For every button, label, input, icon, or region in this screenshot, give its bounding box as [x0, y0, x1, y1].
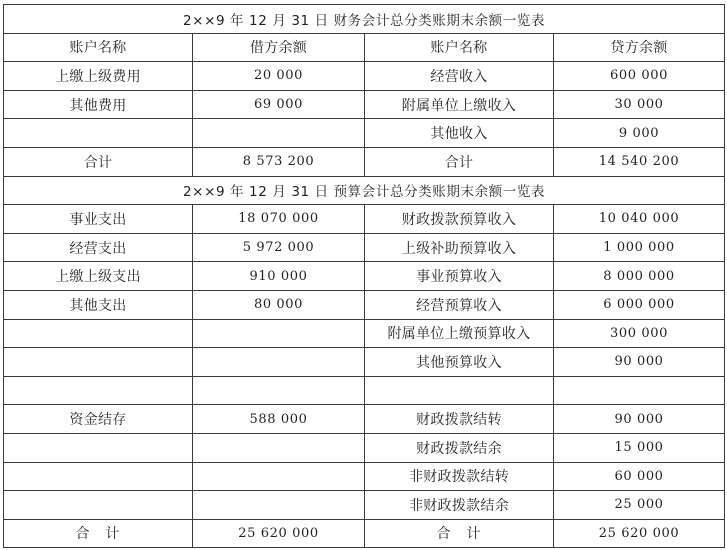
- credit-account-cell: 非财政拨款结转: [365, 462, 554, 491]
- table-row: [4, 348, 725, 377]
- ledger-balance-table: [3, 4, 725, 548]
- section2-title: 2××9 年 12 月 31 日 预算会计总分类账期末余额一览表: [4, 176, 725, 205]
- debit-amount-cell: 80 000: [193, 290, 365, 319]
- total-credit-cell: 25 620 000: [554, 519, 725, 548]
- debit-amount-cell: 69 000: [193, 90, 365, 119]
- table-row: [4, 491, 725, 520]
- section2-title-row: [4, 176, 725, 205]
- debit-account-cell: 资金结存: [4, 405, 193, 434]
- debit-amount-cell: [193, 491, 365, 520]
- table-row: [4, 433, 725, 462]
- credit-account-cell: 附属单位上缴预算收入: [365, 319, 554, 348]
- debit-account-cell: [4, 348, 193, 377]
- debit-account-cell: 其他费用: [4, 90, 193, 119]
- table-row: [4, 290, 725, 319]
- table-row: [4, 205, 725, 234]
- credit-amount-cell: 9 000: [554, 119, 725, 148]
- table-row: [4, 462, 725, 491]
- credit-amount-cell: 25 000: [554, 491, 725, 520]
- header-account-name: 账户名称: [4, 33, 193, 62]
- total-debit-cell: 25 620 000: [193, 519, 365, 548]
- section1-title-row: [4, 5, 725, 34]
- credit-amount-cell: 8 000 000: [554, 262, 725, 291]
- debit-amount-cell: [193, 376, 365, 405]
- credit-account-cell: 财政拨款预算收入: [365, 205, 554, 234]
- debit-amount-cell: [193, 319, 365, 348]
- debit-account-cell: [4, 376, 193, 405]
- section2-total-row: [4, 519, 725, 548]
- credit-amount-cell: 90 000: [554, 348, 725, 377]
- credit-amount-cell: 600 000: [554, 62, 725, 91]
- table-row: [4, 119, 725, 148]
- debit-amount-cell: 20 000: [193, 62, 365, 91]
- total-label-cell: 合计: [365, 147, 554, 176]
- debit-account-cell: 事业支出: [4, 205, 193, 234]
- total-label-cell: 合 计: [365, 519, 554, 548]
- debit-amount-cell: [193, 348, 365, 377]
- credit-account-cell: 上级补助预算收入: [365, 233, 554, 262]
- section1-title: 2××9 年 12 月 31 日 财务会计总分类账期末余额一览表: [4, 5, 725, 34]
- debit-account-cell: [4, 462, 193, 491]
- debit-account-cell: 上缴上级支出: [4, 262, 193, 291]
- credit-amount-cell: 10 040 000: [554, 205, 725, 234]
- header-debit-balance: 借方余额: [193, 33, 365, 62]
- header-account-name: 账户名称: [365, 33, 554, 62]
- credit-amount-cell: 6 000 000: [554, 290, 725, 319]
- debit-account-cell: [4, 433, 193, 462]
- credit-account-cell: 事业预算收入: [365, 262, 554, 291]
- debit-amount-cell: 5 972 000: [193, 233, 365, 262]
- credit-amount-cell: 90 000: [554, 405, 725, 434]
- debit-amount-cell: 588 000: [193, 405, 365, 434]
- debit-account-cell: 经营支出: [4, 233, 193, 262]
- table-row: [4, 62, 725, 91]
- table-row: [4, 90, 725, 119]
- debit-amount-cell: 18 070 000: [193, 205, 365, 234]
- credit-account-cell: [365, 376, 554, 405]
- table-row: [4, 262, 725, 291]
- credit-amount-cell: 1 000 000: [554, 233, 725, 262]
- debit-amount-cell: [193, 462, 365, 491]
- credit-amount-cell: 300 000: [554, 319, 725, 348]
- table-row: [4, 376, 725, 405]
- debit-amount-cell: [193, 119, 365, 148]
- credit-amount-cell: 60 000: [554, 462, 725, 491]
- total-credit-cell: 14 540 200: [554, 147, 725, 176]
- debit-amount-cell: [193, 433, 365, 462]
- credit-account-cell: 其他预算收入: [365, 348, 554, 377]
- debit-amount-cell: 910 000: [193, 262, 365, 291]
- credit-amount-cell: [554, 376, 725, 405]
- debit-account-cell: [4, 119, 193, 148]
- header-row: [4, 33, 725, 62]
- total-debit-cell: 8 573 200: [193, 147, 365, 176]
- total-label-cell: 合计: [4, 147, 193, 176]
- credit-account-cell: 经营收入: [365, 62, 554, 91]
- credit-amount-cell: 30 000: [554, 90, 725, 119]
- credit-account-cell: 附属单位上缴收入: [365, 90, 554, 119]
- debit-account-cell: 上缴上级费用: [4, 62, 193, 91]
- header-credit-balance: 贷方余额: [554, 33, 725, 62]
- credit-account-cell: 财政拨款结转: [365, 405, 554, 434]
- credit-amount-cell: 15 000: [554, 433, 725, 462]
- debit-account-cell: [4, 319, 193, 348]
- section1-total-row: [4, 147, 725, 176]
- table-row: [4, 405, 725, 434]
- credit-account-cell: 财政拨款结余: [365, 433, 554, 462]
- total-label-cell: 合 计: [4, 519, 193, 548]
- debit-account-cell: [4, 491, 193, 520]
- credit-account-cell: 经营预算收入: [365, 290, 554, 319]
- credit-account-cell: 其他收入: [365, 119, 554, 148]
- table-row: [4, 319, 725, 348]
- debit-account-cell: 其他支出: [4, 290, 193, 319]
- credit-account-cell: 非财政拨款结余: [365, 491, 554, 520]
- table-row: [4, 233, 725, 262]
